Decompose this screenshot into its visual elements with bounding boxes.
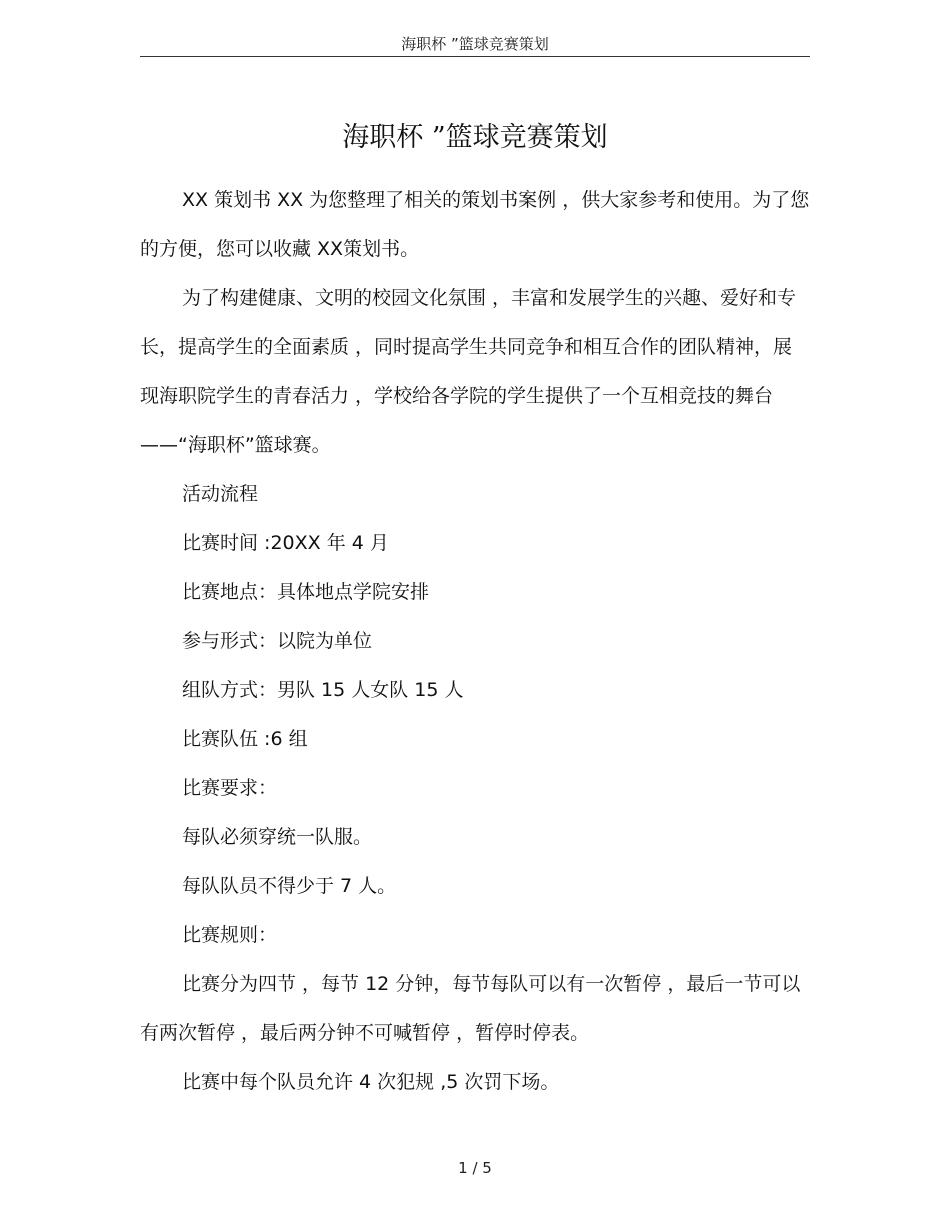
paragraph-background: 为了构建健康、文明的校园文化氛围 ，丰富和发展学生的兴趣、爱好和专长，提高学生的全面素质 ，同时提高学生共同竞争和相互合作的团队精神，展现海职院学生的青春活力 ，学校给各学院的学生提供了一个互相竞技的舞台——“海职杯”篮球赛。 xyxy=(140,287,797,456)
paragraph-requirements-heading: 比赛要求： xyxy=(182,777,278,799)
paragraph-uniform-rule: 每队必须穿统一队服。 xyxy=(182,826,373,848)
paragraph-participation-form: 参与形式：以院为单位 xyxy=(182,630,373,652)
document-body xyxy=(140,176,810,1107)
paragraph-quarters-rule: 比赛分为四节 ，每节 12 分钟，每节每队可以有一次暂停 ，最后一节可以有两次暂停 ，最后两分钟不可喊暂停 ，暂停时停表。 xyxy=(140,973,801,1044)
paragraph-rules-heading: 比赛规则： xyxy=(182,924,278,946)
paragraph-min-players: 每队队员不得少于 7 人。 xyxy=(182,875,397,897)
paragraph-match-time: 比赛时间 :20XX 年 4 月 xyxy=(182,532,389,554)
paragraph-process-heading: 活动流程 xyxy=(182,483,259,505)
page-number: 1 / 5 xyxy=(458,1159,492,1177)
paragraph-match-location: 比赛地点：具体地点学院安排 xyxy=(182,581,430,603)
running-header: 海职杯 ”篮球竞赛策划 xyxy=(401,35,549,53)
paragraph-fouls-rule: 比赛中每个队员允许 4 次犯规 ,5 次罚下场。 xyxy=(182,1071,560,1093)
paragraph-intro: XX 策划书 XX 为您整理了相关的策划书案例 ，供大家参考和使用。为了您的方便，您可以收藏 XX策划书。 xyxy=(140,189,810,260)
paragraph-team-count: 比赛队伍 :6 组 xyxy=(182,728,308,750)
document-title: 海职杯 ”篮球竞赛策划 xyxy=(342,122,608,153)
paragraph-team-formation: 组队方式：男队 15 人女队 15 人 xyxy=(182,679,464,701)
header-divider xyxy=(140,56,810,57)
